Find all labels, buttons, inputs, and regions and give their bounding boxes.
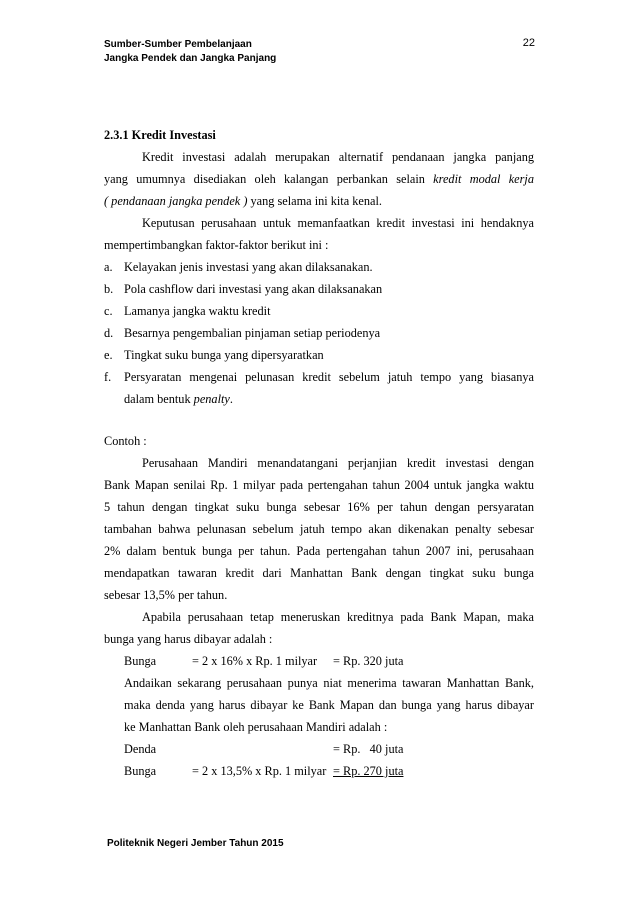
list-item: a. Kelayakan jenis investasi yang akan dilaksanakan. <box>104 260 373 274</box>
text-line: mendapatkan tawaran kredit dari Manhattan Bank dengan tingkat suku bunga <box>104 566 534 580</box>
text-line: sebesar 13,5% per tahun. <box>104 588 228 602</box>
calculation-row-interest: Bunga = 2 x 16% x Rp. 1 milyar = Rp. 320 juta <box>124 654 404 668</box>
text-line: Andaikan sekarang perusahaan punya niat menerima tawaran Manhattan Bank, <box>124 676 534 690</box>
list-item: d. Besarnya pengembalian pinjaman setiap periodenya <box>104 326 381 340</box>
list-item-continuation: dalam bentuk penalty. <box>124 392 233 406</box>
example-label: Contoh : <box>104 434 147 448</box>
list-item: c. Lamanya jangka waktu kredit <box>104 304 271 318</box>
text-line: bunga yang harus dibayar adalah : <box>104 632 273 646</box>
text-line: Apabila perusahaan tetap meneruskan kreditnya pada Bank Mapan, maka <box>142 610 534 624</box>
section-title: 2.3.1 Kredit Investasi <box>104 128 216 142</box>
text-line: ke Manhattan Bank oleh perusahaan Mandiri adalah : <box>124 720 388 734</box>
header-title-line1: Sumber-Sumber Pembelanjaan <box>104 39 252 50</box>
text-line: Kredit investasi adalah merupakan alternatif pendanaan jangka panjang <box>142 150 534 164</box>
text-line: mempertimbangkan faktor-faktor berikut ini : <box>104 238 329 252</box>
paragraph-interest <box>104 606 534 650</box>
calculation-row-penalty: Denda = Rp. 40 juta <box>124 742 404 756</box>
paragraph-decision <box>104 212 534 256</box>
text-line: tambahan bahwa pelunasan sebelum jatuh tempo akan dikenakan penalty sebesar <box>104 522 534 536</box>
text-line: Keputusan perusahaan untuk memanfaatkan kredit investasi ini hendaknya <box>142 216 534 230</box>
factor-list <box>104 256 534 410</box>
list-item: e. Tingkat suku bunga yang dipersyaratkan <box>104 348 324 362</box>
page-number: 22 <box>522 37 535 49</box>
text-line: Perusahaan Mandiri menandatangani perjanjian kredit investasi dengan <box>142 456 534 470</box>
running-header <box>104 38 276 66</box>
text-line: 2% dalam bentuk bunga per tahun. Pada pertengahan tahun 2007 ini, perusahaan <box>104 544 534 558</box>
text-line: ( pendanaan jangka pendek ) yang selama ini kita kenal. <box>104 194 382 208</box>
list-item: b. Pola cashflow dari investasi yang akan dilaksanakan <box>104 282 383 296</box>
paragraph-example <box>104 452 534 606</box>
text-line: Bank Mapan senilai Rp. 1 milyar pada pertengahan tahun 2004 untuk jangka waktu <box>104 478 534 492</box>
header-title-line2: Jangka Pendek dan Jangka Panjang <box>104 53 277 64</box>
text-line: 5 tahun dengan tingkat suku bunga sebesar 16% per tahun dengan persyaratan <box>104 500 534 514</box>
calculation-row-new-interest: Bunga = 2 x 13,5% x Rp. 1 milyar = Rp. 270 juta <box>124 764 404 778</box>
list-item: f. Persyaratan mengenai pelunasan kredit sebelum jatuh tempo yang biasanya <box>104 370 534 384</box>
text-line: maka denda yang harus dibayar ke Bank Mapan dan bunga yang harus dibayar <box>124 698 534 712</box>
paragraph-alternative <box>104 672 534 738</box>
paragraph-definition <box>104 146 534 212</box>
document-body <box>104 124 534 782</box>
text-line: yang umumnya disediakan oleh kalangan perbankan selain kredit modal kerja <box>104 172 534 186</box>
page-footer: Politeknik Negeri Jember Tahun 2015 <box>107 838 284 849</box>
